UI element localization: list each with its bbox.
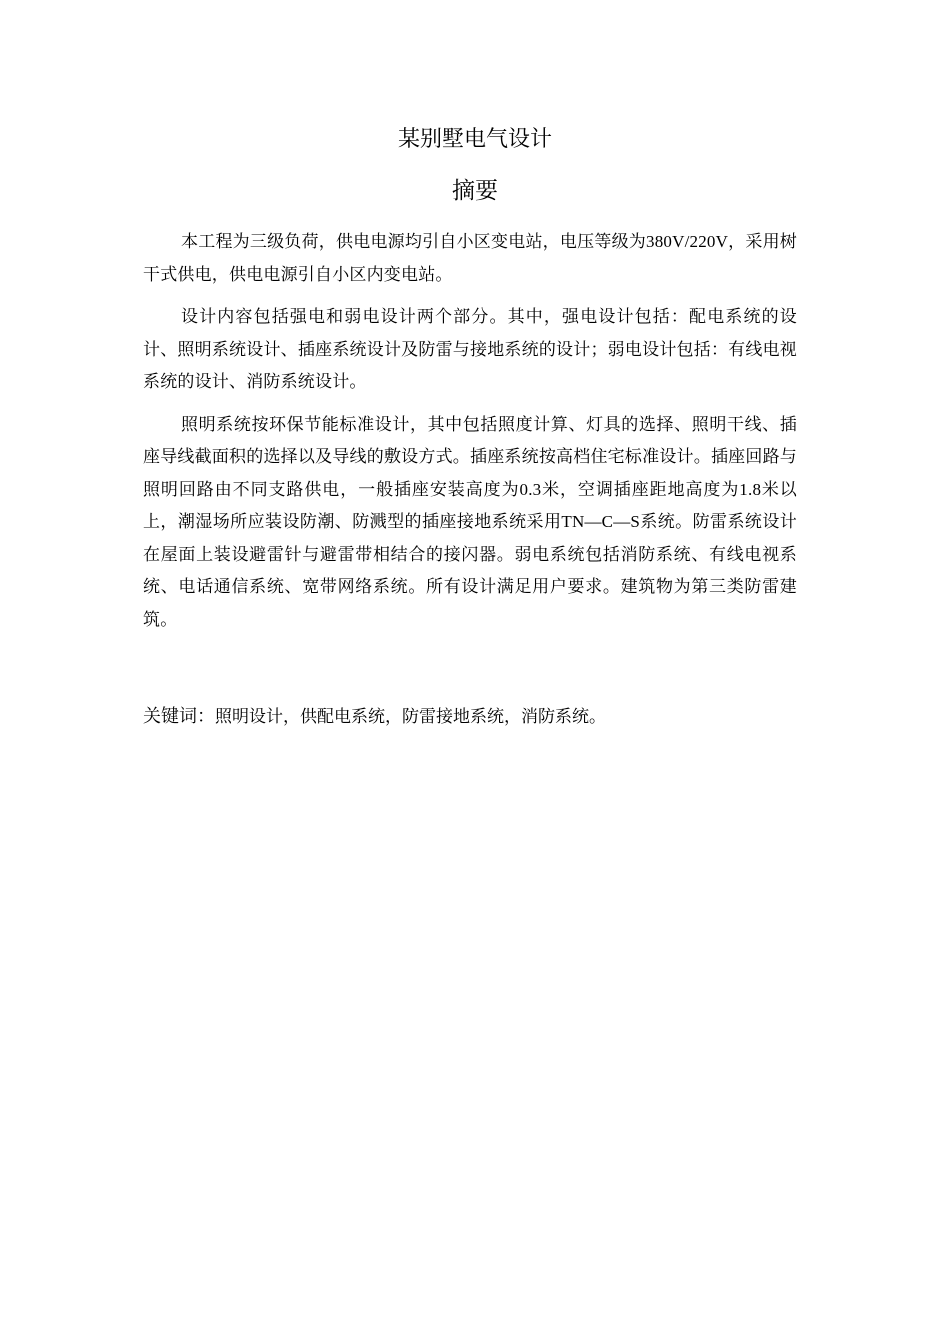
abstract-body <box>143 226 797 646</box>
abstract-paragraph-1: 本工程为三级负荷，供电电源均引自小区变电站，电压等级为380V/220V，采用树干式供电，供电电源引自小区内变电站。 <box>143 232 797 284</box>
abstract-paragraph-3: 照明系统按环保节能标准设计，其中包括照度计算、灯具的选择、照明干线、插座导线截面积的选择以及导线的敷设方式。插座系统按高档住宅标准设计。插座回路与照明回路由不同支路供电，一般插座安装高度为0.3米，空调插座距地高度为1.8米以上，潮湿场所应装设防潮、防溅型的插座接地系统采用TN—C—S系统。防雷系统设计在屋面上装设避雷针与避雷带相结合的接闪器。弱电系统包括消防系统、有线电视系统、电话通信系统、宽带网络系统。所有设计满足用户要求。建筑物为第三类防雷建筑。 <box>143 414 797 629</box>
abstract-heading: 摘要 <box>452 178 498 204</box>
keywords-label: 关键词： <box>143 706 215 727</box>
abstract-paragraph-2: 设计内容包括强电和弱电设计两个部分。其中，强电设计包括：配电系统的设计、照明系统设计、插座系统设计及防雷与接地系统的设计；弱电设计包括：有线电视系统的设计、消防系统设计。 <box>143 307 797 391</box>
keywords-text: 照明设计，供配电系统，防雷接地系统，消防系统。 <box>215 707 606 726</box>
keywords-line <box>143 702 797 732</box>
document-title: 某别墅电气设计 <box>397 127 552 152</box>
